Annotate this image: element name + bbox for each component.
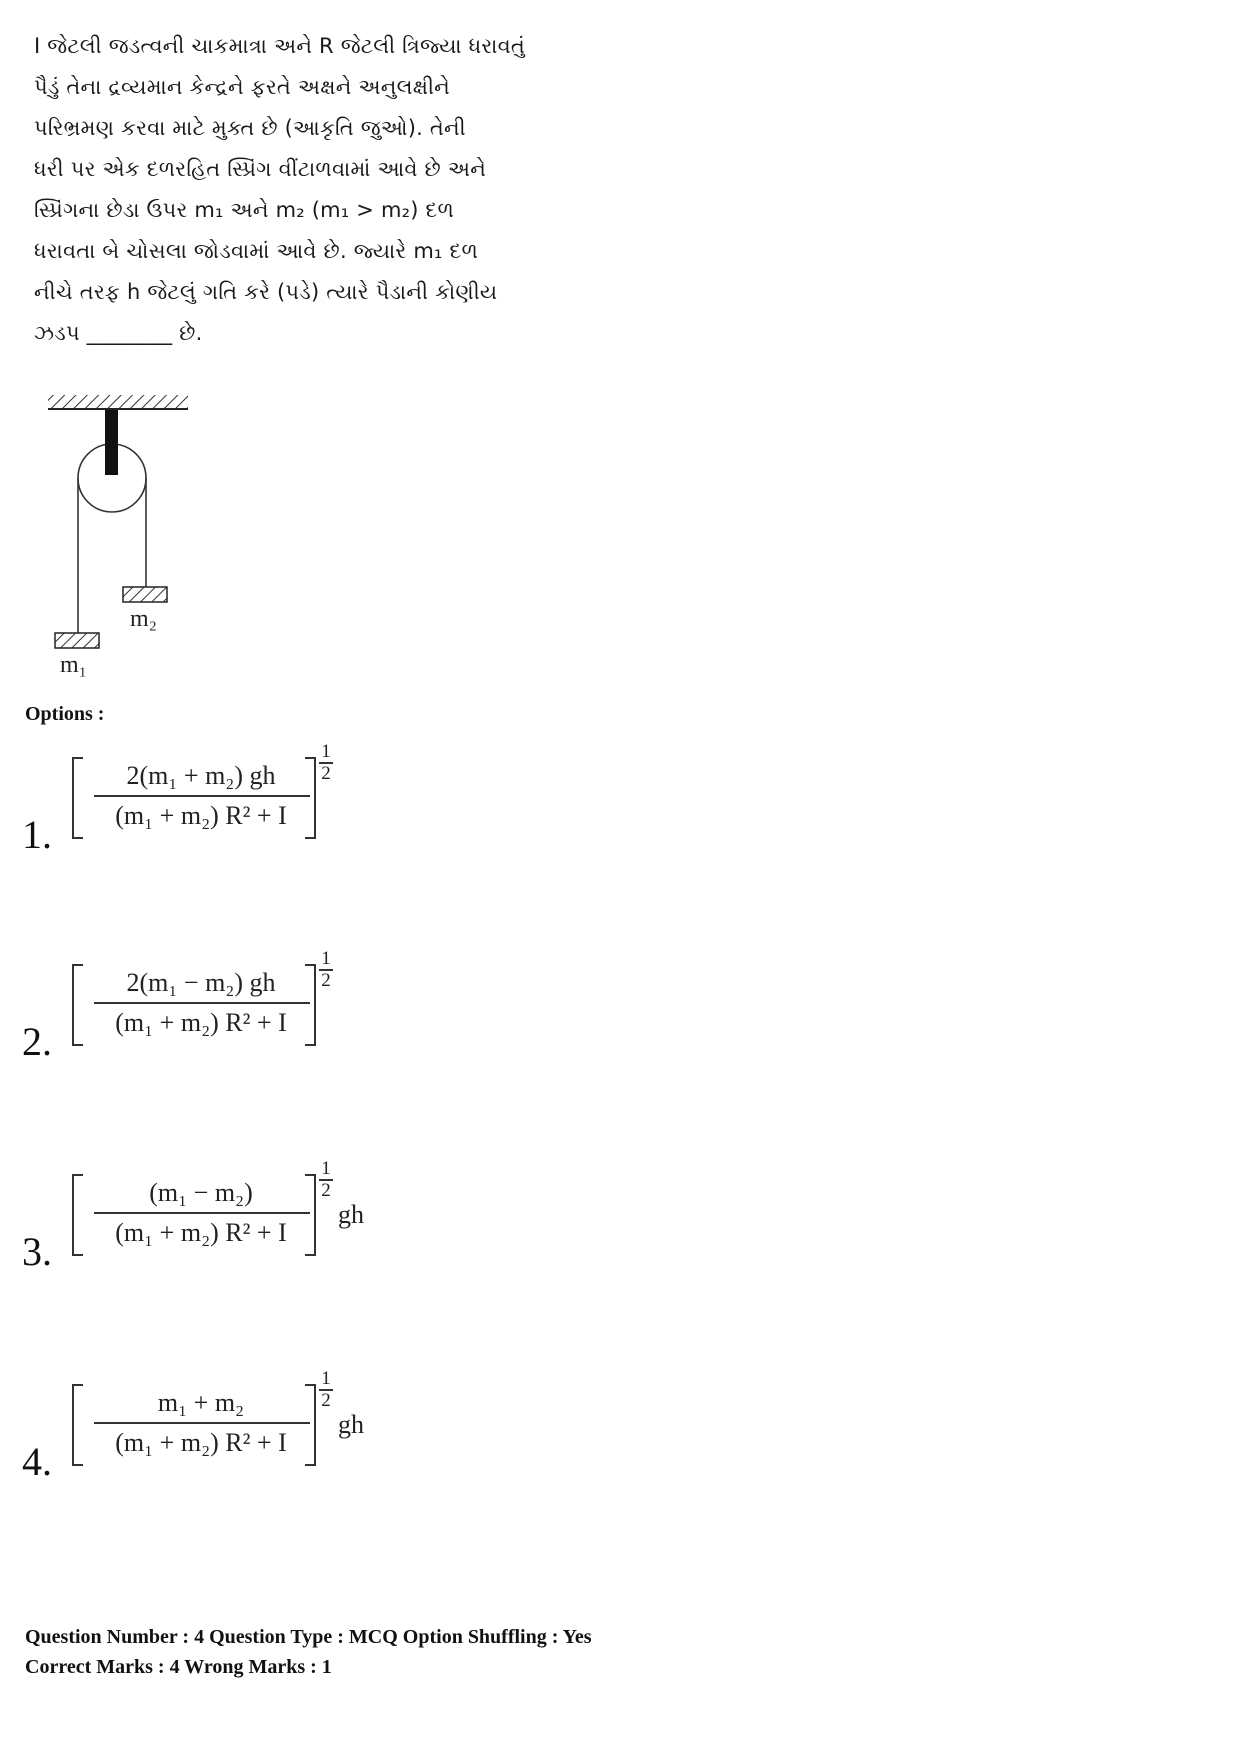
label-m2: m₂ <box>130 606 158 632</box>
question-line: પૈડું તેના દ્રવ્યમાન કેન્દ્રને ફરતે અક્ષને અનુલક્ષીને <box>34 75 451 99</box>
pulley-diagram <box>40 385 240 685</box>
numerator: m₁ + m₂ <box>157 1388 245 1417</box>
question-line: ધરી પર એક દળરહિત સ્પ્રિંગ વીંટાળવામાં આવે છે અને <box>34 157 487 181</box>
exponent-bottom: 2 <box>321 1389 331 1411</box>
denominator: (m₁ + m₂) R² + I <box>115 1428 287 1457</box>
label-m1: m₁ <box>60 652 88 678</box>
option-number: 3. <box>22 1229 52 1274</box>
left-bracket <box>72 757 83 839</box>
numerator: 2(m₁ − m₂) gh <box>126 968 276 997</box>
exponent-top: 1 <box>321 1368 331 1389</box>
suffix: gh <box>338 1410 364 1439</box>
right-bracket <box>305 1174 316 1256</box>
question-line: નીચે તરફ h જેટલું ગતિ કરે (પડે) ત્યારે પૈડાની કોણીય <box>34 280 498 304</box>
numerator: (m₁ − m₂) <box>149 1178 253 1207</box>
exponent <box>319 950 333 990</box>
fraction-bar <box>94 1212 310 1214</box>
option-formula <box>72 948 392 1062</box>
exponent <box>319 1160 333 1200</box>
options-label: Options : <box>25 703 105 725</box>
denominator: (m₁ + m₂) R² + I <box>115 1218 287 1247</box>
pulley-figure <box>40 385 240 689</box>
exponent-top: 1 <box>321 1158 331 1179</box>
question-text <box>34 26 554 354</box>
exponent-bottom: 2 <box>321 969 331 991</box>
option-formula <box>72 741 392 855</box>
option-number: 4. <box>22 1439 52 1484</box>
meta-line-2: Correct Marks : 4 Wrong Marks : 1 <box>25 1656 332 1678</box>
fraction-bar <box>94 1002 310 1004</box>
question-line: સ્પ્રિંગના છેડા ઉપર m₁ અને m₂ (m₁ > m₂) દળ <box>34 198 455 222</box>
exponent <box>319 743 333 783</box>
question-meta <box>25 1622 592 1682</box>
suffix: gh <box>338 1200 364 1229</box>
left-bracket <box>72 964 83 1046</box>
pulley-support <box>105 410 118 475</box>
right-bracket <box>305 964 316 1046</box>
question-line: ધરાવતા બે ચોસલા જોડવામાં આવે છે. જ્યારે m₁ દળ <box>34 239 479 263</box>
meta-line-1: Question Number : 4 Question Type : MCQ Option Shuffling : Yes <box>25 1626 592 1648</box>
left-bracket <box>72 1174 83 1256</box>
exponent <box>319 1370 333 1410</box>
fraction-bar <box>94 1422 310 1424</box>
exponent-top: 1 <box>321 741 331 762</box>
ceiling-hatch <box>48 395 188 409</box>
block-m2 <box>123 587 167 602</box>
question-line: I જેટલી જડત્વની ચાકમાત્રા અને R જેટલી ત્રિજ્યા ધરાવતું <box>34 34 526 58</box>
option-number: 2. <box>22 1019 52 1064</box>
right-bracket <box>305 757 316 839</box>
exponent-bottom: 2 <box>321 1179 331 1201</box>
denominator: (m₁ + m₂) R² + I <box>115 801 287 830</box>
left-bracket <box>72 1384 83 1466</box>
denominator: (m₁ + m₂) R² + I <box>115 1008 287 1037</box>
option-formula <box>72 1158 412 1272</box>
question-line: ઝડપ ________ છે. <box>34 321 203 345</box>
question-line: પરિભ્રમણ કરવા માટે મુક્ત છે (આકૃતિ જુઓ). તેની <box>34 116 466 140</box>
numerator: 2(m₁ + m₂) gh <box>126 761 276 790</box>
option-number: 1. <box>22 812 52 857</box>
right-bracket <box>305 1384 316 1466</box>
fraction-bar <box>94 795 310 797</box>
exponent-bottom: 2 <box>321 762 331 784</box>
exponent-top: 1 <box>321 948 331 969</box>
block-m1 <box>55 633 99 648</box>
option-formula <box>72 1368 412 1482</box>
